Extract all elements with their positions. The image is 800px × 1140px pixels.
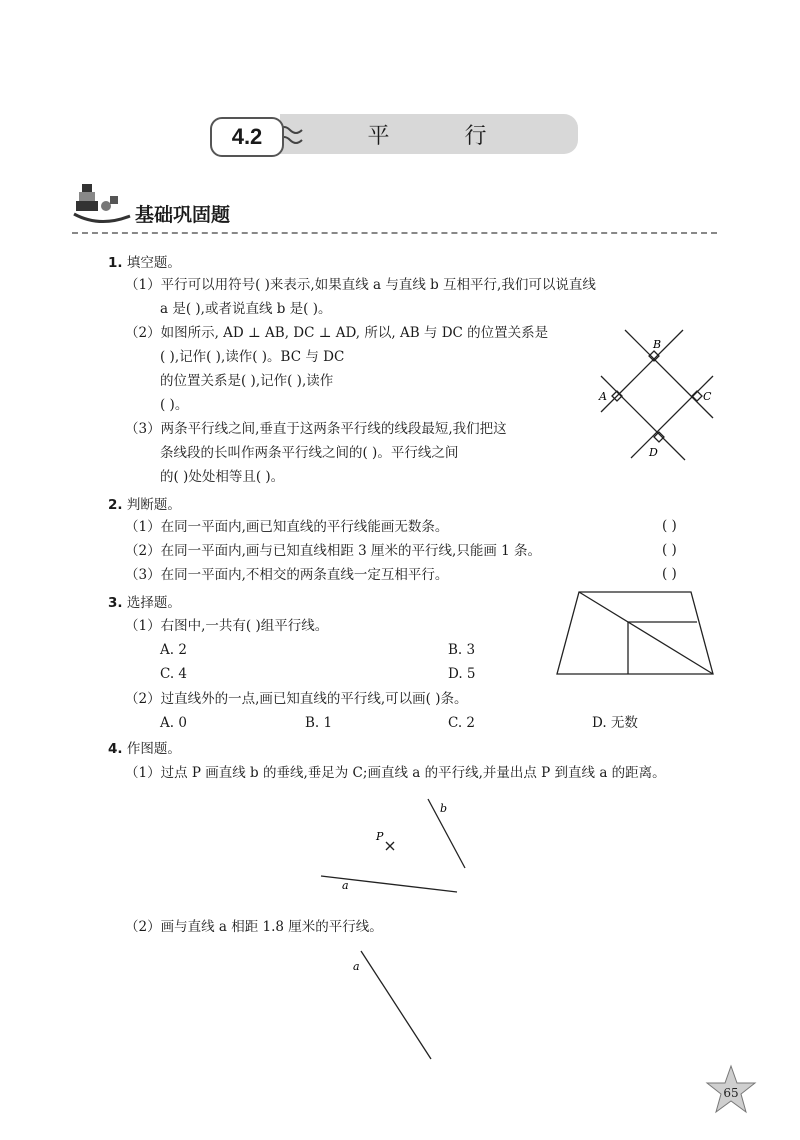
figure-line	[601, 376, 685, 460]
line-a	[361, 951, 431, 1059]
drawing-figure-1	[315, 795, 475, 895]
q4-line: （1）过点 P 画直线 b 的垂线,垂足为 C;画直线 a 的平行线,并量出点 P 到直线 a 的距离。	[125, 765, 666, 781]
q4-line: （2）画与直线 a 相距 1.8 厘米的平行线。	[125, 919, 383, 935]
q3-line: （2）过直线外的一点,画已知直线的平行线,可以画( )条。	[125, 691, 468, 707]
figure-line	[631, 376, 713, 458]
option-a[interactable]: A. 0	[160, 715, 187, 731]
trapezoid-outline	[557, 592, 713, 674]
q2-line: （3）在同一平面内,不相交的两条直线一定互相平行。	[125, 567, 449, 583]
answer-paren[interactable]: ( )	[662, 542, 677, 558]
line-label-a: a	[353, 960, 360, 973]
trapezoid-figure	[555, 588, 720, 678]
question-number: 3.	[108, 595, 123, 611]
question-number: 4.	[108, 741, 123, 757]
question-3-header	[108, 594, 181, 612]
q1-line: （1）平行可以用符号( )来表示,如果直线 a 与直线 b 互相平行,我们可以说直线	[125, 277, 596, 293]
q1-line: ( ),记作( ),读作( )。BC 与 DC	[160, 349, 345, 365]
point-label-c: C	[703, 390, 712, 403]
q3-line: （1）右图中,一共有( )组平行线。	[125, 618, 329, 634]
q1-line: a 是( ),或者说直线 b 是( )。	[160, 301, 332, 317]
section-number: 4.2	[210, 117, 284, 157]
point-label-b: B	[653, 338, 662, 351]
q1-line: 的( )处处相等且( )。	[160, 469, 285, 485]
section-title: 基础巩固题	[135, 204, 231, 226]
page-number: 65	[723, 1086, 739, 1100]
option-a[interactable]: A. 2	[160, 642, 187, 658]
question-title: 选择题。	[126, 595, 181, 611]
option-c[interactable]: C. 2	[448, 715, 476, 731]
question-1-header	[108, 254, 181, 272]
q2-line: （1）在同一平面内,画已知直线的平行线能画无数条。	[125, 519, 449, 535]
q1-line: ( )。	[160, 397, 189, 413]
line-label-a: a	[342, 879, 349, 892]
q1-line: 条线段的长叫作两条平行线之间的( )。平行线之间	[160, 445, 459, 461]
option-d[interactable]: D. 5	[448, 666, 476, 682]
blocks-icon	[70, 180, 134, 232]
question-title: 判断题。	[126, 497, 181, 513]
option-b[interactable]: B. 3	[448, 642, 476, 658]
q1-line: （3）两条平行线之间,垂直于这两条平行线的线段最短,我们把这	[125, 421, 507, 437]
q1-line: （2）如图所示, AD ⊥ AB, DC ⊥ AD, 所以, AB 与 DC 的位置关系是	[125, 325, 549, 341]
question-title: 作图题。	[126, 741, 181, 757]
question-number: 2.	[108, 497, 123, 513]
figure-line	[601, 330, 683, 412]
question-2-header	[108, 496, 181, 514]
question-title: 填空题。	[126, 255, 181, 271]
page-title: 平 行	[367, 123, 521, 149]
figure-line	[579, 592, 713, 674]
q1-line: 的位置关系是( ),记作( ),读作	[160, 373, 334, 389]
rectangle-figure	[595, 320, 725, 470]
section-divider	[72, 232, 717, 234]
line-label-b: b	[440, 802, 448, 815]
q2-line: （2）在同一平面内,画与已知直线相距 3 厘米的平行线,只能画 1 条。	[125, 543, 542, 559]
point-label-a: A	[599, 390, 607, 403]
drawing-figure-2	[345, 945, 445, 1065]
answer-paren[interactable]: ( )	[662, 518, 677, 534]
question-number: 1.	[108, 255, 123, 271]
option-b[interactable]: B. 1	[305, 715, 333, 731]
answer-paren[interactable]: ( )	[662, 566, 677, 582]
option-c[interactable]: C. 4	[160, 666, 188, 682]
point-label-d: D	[649, 446, 658, 459]
question-4-header	[108, 740, 181, 758]
page-number-star	[704, 1064, 758, 1118]
option-d[interactable]: D. 无数	[592, 715, 638, 731]
point-label-p: P	[376, 830, 384, 843]
